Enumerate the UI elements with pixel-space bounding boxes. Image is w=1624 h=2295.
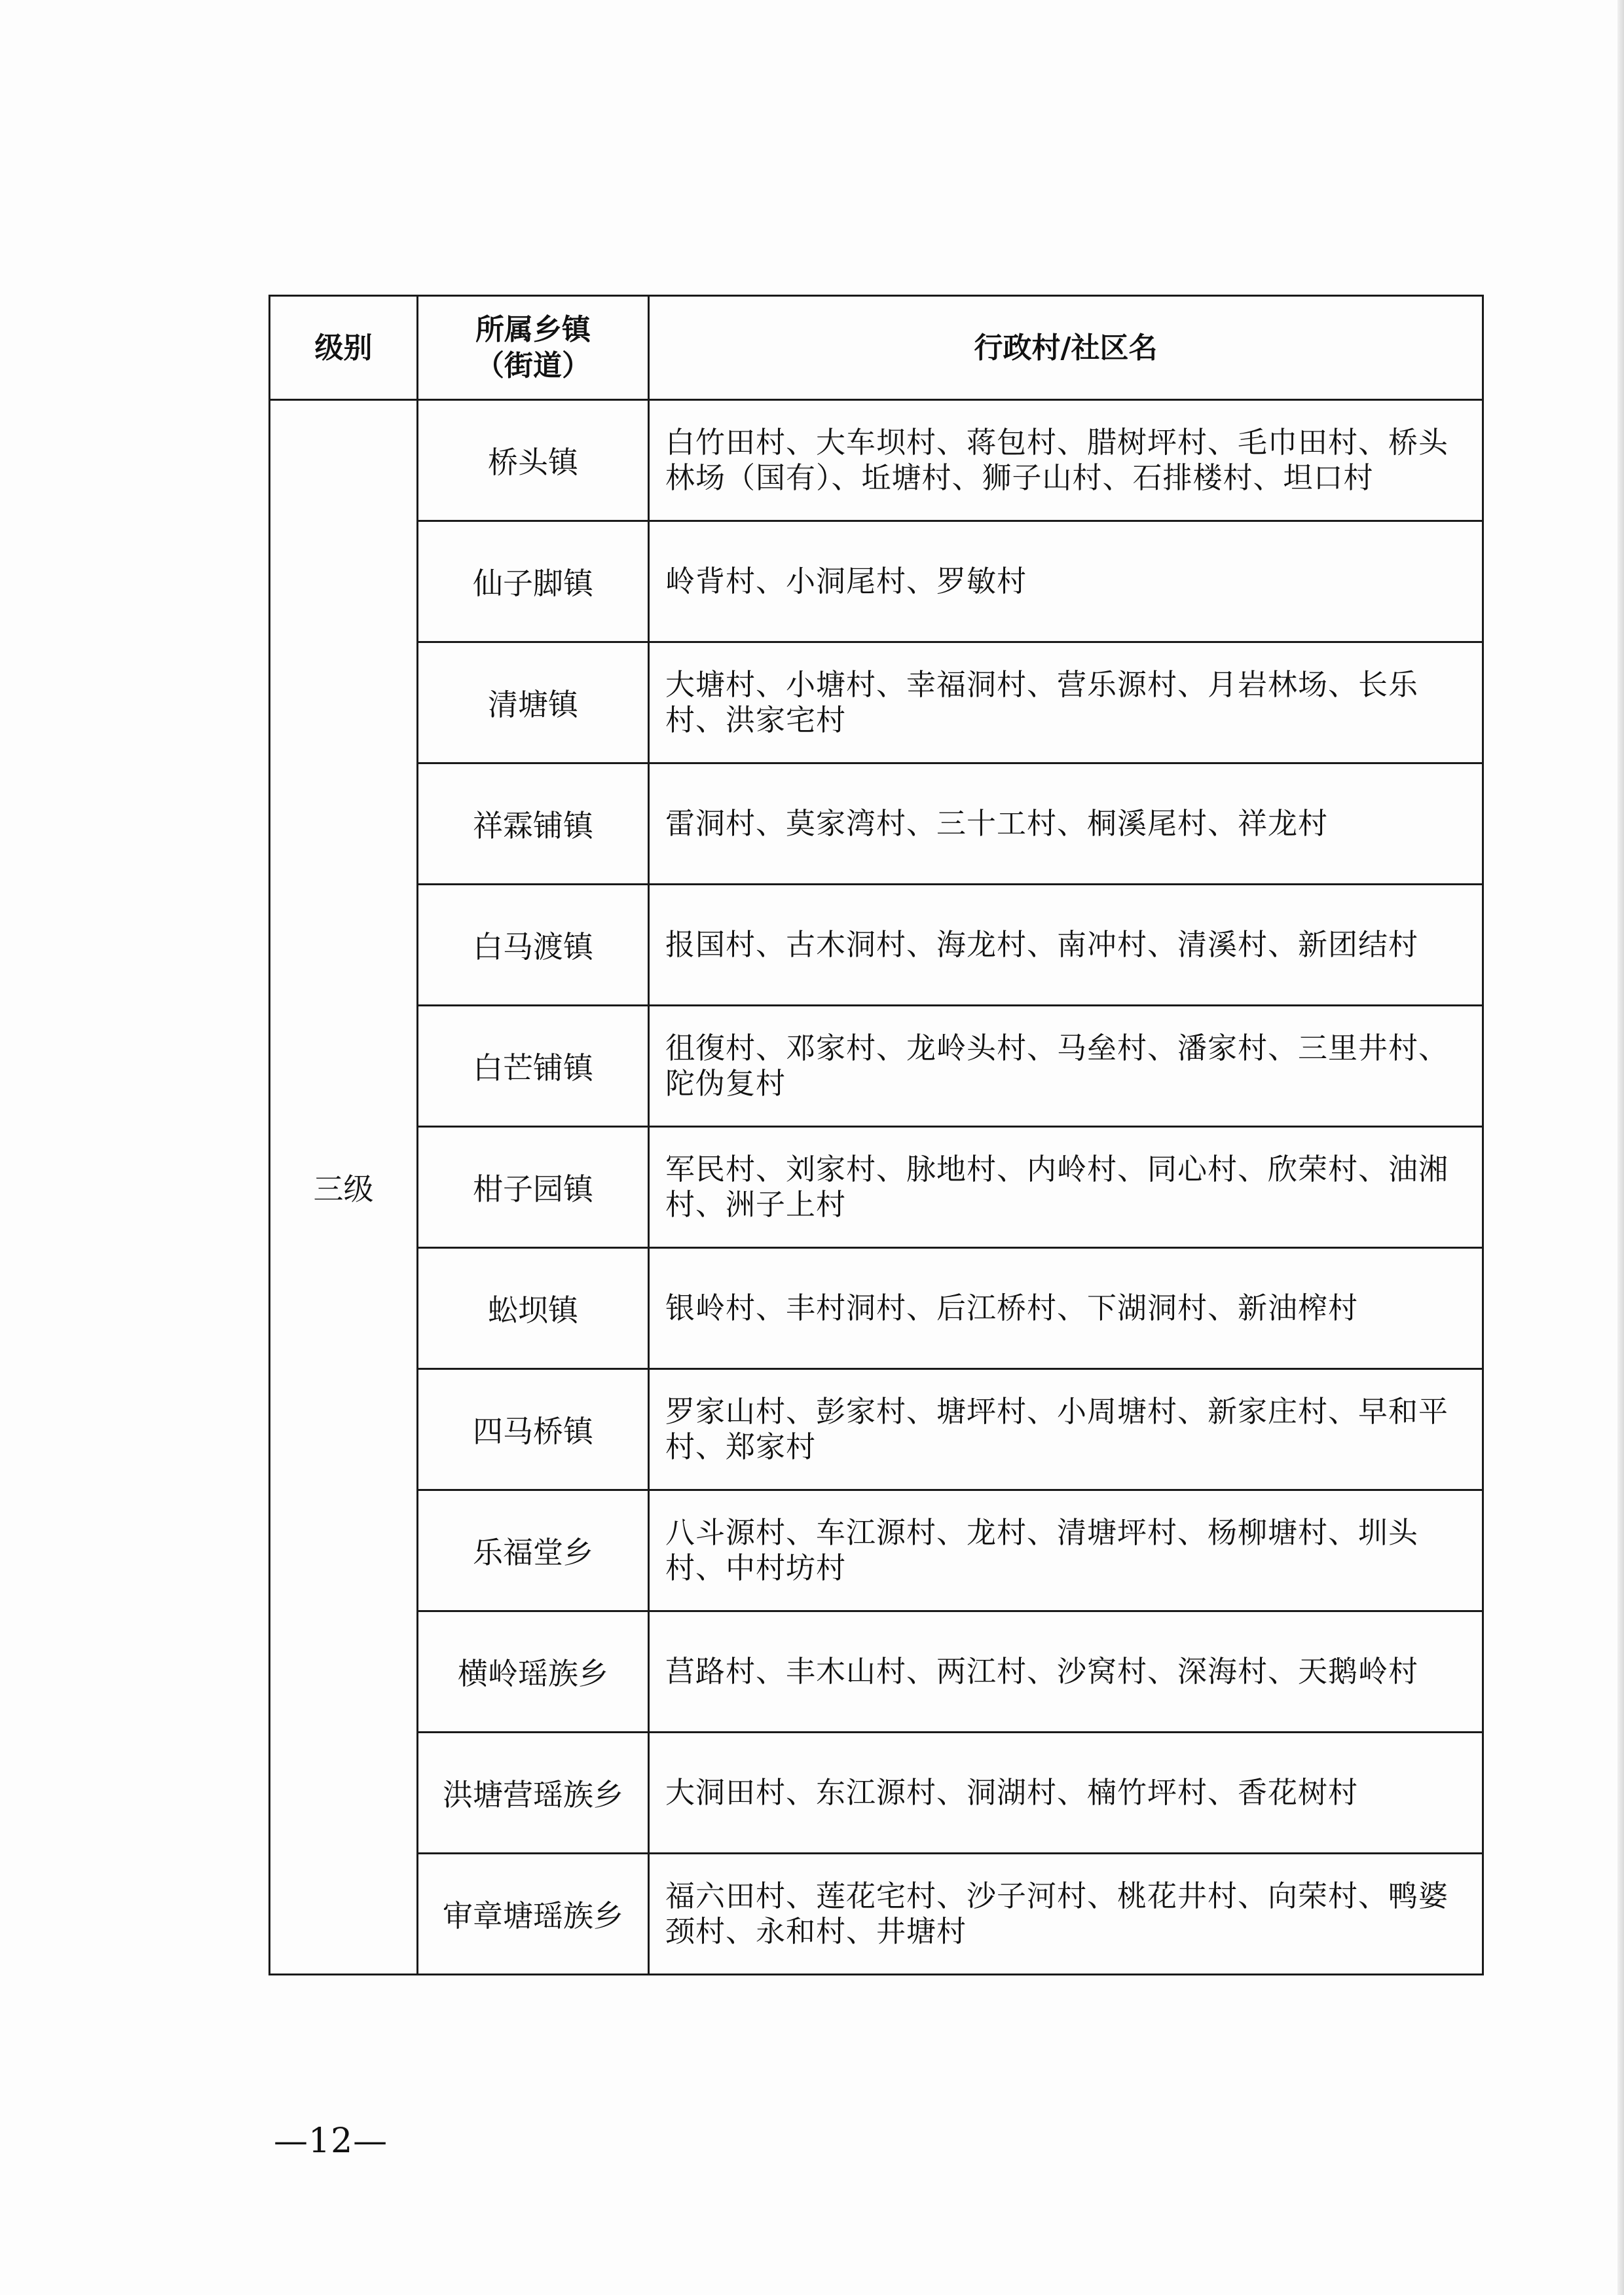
table-row bbox=[270, 521, 1483, 642]
villages-cell: 八斗源村、车江源村、龙村、清塘坪村、杨柳塘村、圳头村、中村坊村 bbox=[649, 1490, 1483, 1611]
table-row bbox=[270, 1127, 1483, 1248]
town-cell: 桥头镇 bbox=[418, 400, 649, 521]
town-cell: 审章塘瑶族乡 bbox=[418, 1854, 649, 1975]
level-cell: 三级 bbox=[270, 400, 418, 1975]
villages-cell: 岭背村、小洞尾村、罗敏村 bbox=[649, 521, 1483, 642]
page-number: —12— bbox=[274, 2121, 388, 2161]
town-cell: 仙子脚镇 bbox=[418, 521, 649, 642]
town-cell: 清塘镇 bbox=[418, 642, 649, 763]
table-row bbox=[270, 1006, 1483, 1127]
town-cell: 白马渡镇 bbox=[418, 885, 649, 1006]
table-row bbox=[270, 763, 1483, 885]
scan-edge bbox=[1617, 0, 1624, 2295]
header-town-line2: （街道） bbox=[475, 349, 591, 382]
table-row bbox=[270, 1733, 1483, 1854]
table-row bbox=[270, 1369, 1483, 1490]
town-cell: 四马桥镇 bbox=[418, 1369, 649, 1490]
town-cell: 蚣坝镇 bbox=[418, 1248, 649, 1369]
town-cell: 乐福堂乡 bbox=[418, 1490, 649, 1611]
town-cell: 洪塘营瑶族乡 bbox=[418, 1733, 649, 1854]
villages-cell: 银岭村、丰村洞村、后江桥村、下湖洞村、新油榨村 bbox=[649, 1248, 1483, 1369]
villages-cell: 军民村、刘家村、脉地村、内岭村、同心村、欣荣村、油湘村、洲子上村 bbox=[649, 1127, 1483, 1248]
villages-cell: 福六田村、莲花宅村、沙子河村、桃花井村、向荣村、鸭婆颈村、永和村、井塘村 bbox=[649, 1854, 1483, 1975]
town-cell: 白芒铺镇 bbox=[418, 1006, 649, 1127]
table-header-row bbox=[270, 296, 1483, 400]
town-cell: 柑子园镇 bbox=[418, 1127, 649, 1248]
villages-cell: 雷洞村、莫家湾村、三十工村、桐溪尾村、祥龙村 bbox=[649, 763, 1483, 885]
villages-cell: 罗家山村、彭家村、塘坪村、小周塘村、新家庄村、早和平村、郑家村 bbox=[649, 1369, 1483, 1490]
table-row bbox=[270, 1611, 1483, 1733]
villages-cell: 白竹田村、大车坝村、蒋包村、腊树坪村、毛巾田村、桥头林场（国有）、坵塘村、狮子山村、石排楼村、坦口村 bbox=[649, 400, 1483, 521]
villages-cell: 大洞田村、东江源村、洞湖村、楠竹坪村、香花树村 bbox=[649, 1733, 1483, 1854]
villages-cell: 报国村、古木洞村、海龙村、南冲村、清溪村、新团结村 bbox=[649, 885, 1483, 1006]
village-table bbox=[268, 295, 1484, 1975]
villages-cell: 莒路村、丰木山村、两江村、沙窝村、深海村、天鹅岭村 bbox=[649, 1611, 1483, 1733]
villages-cell: 大塘村、小塘村、幸福洞村、营乐源村、月岩林场、长乐村、洪家宅村 bbox=[649, 642, 1483, 763]
table-row bbox=[270, 1854, 1483, 1975]
villages-cell: 徂復村、邓家村、龙岭头村、马垒村、潘家村、三里井村、陀伪复村 bbox=[649, 1006, 1483, 1127]
header-level: 级别 bbox=[270, 296, 418, 400]
table-row bbox=[270, 1248, 1483, 1369]
header-town bbox=[418, 296, 649, 400]
header-villages: 行政村/社区名 bbox=[649, 296, 1483, 400]
town-cell: 横岭瑶族乡 bbox=[418, 1611, 649, 1733]
table-row bbox=[270, 642, 1483, 763]
table-row bbox=[270, 885, 1483, 1006]
table-row bbox=[270, 400, 1483, 521]
header-town-line1: 所属乡镇 bbox=[475, 313, 591, 346]
town-cell: 祥霖铺镇 bbox=[418, 763, 649, 885]
table-row bbox=[270, 1490, 1483, 1611]
